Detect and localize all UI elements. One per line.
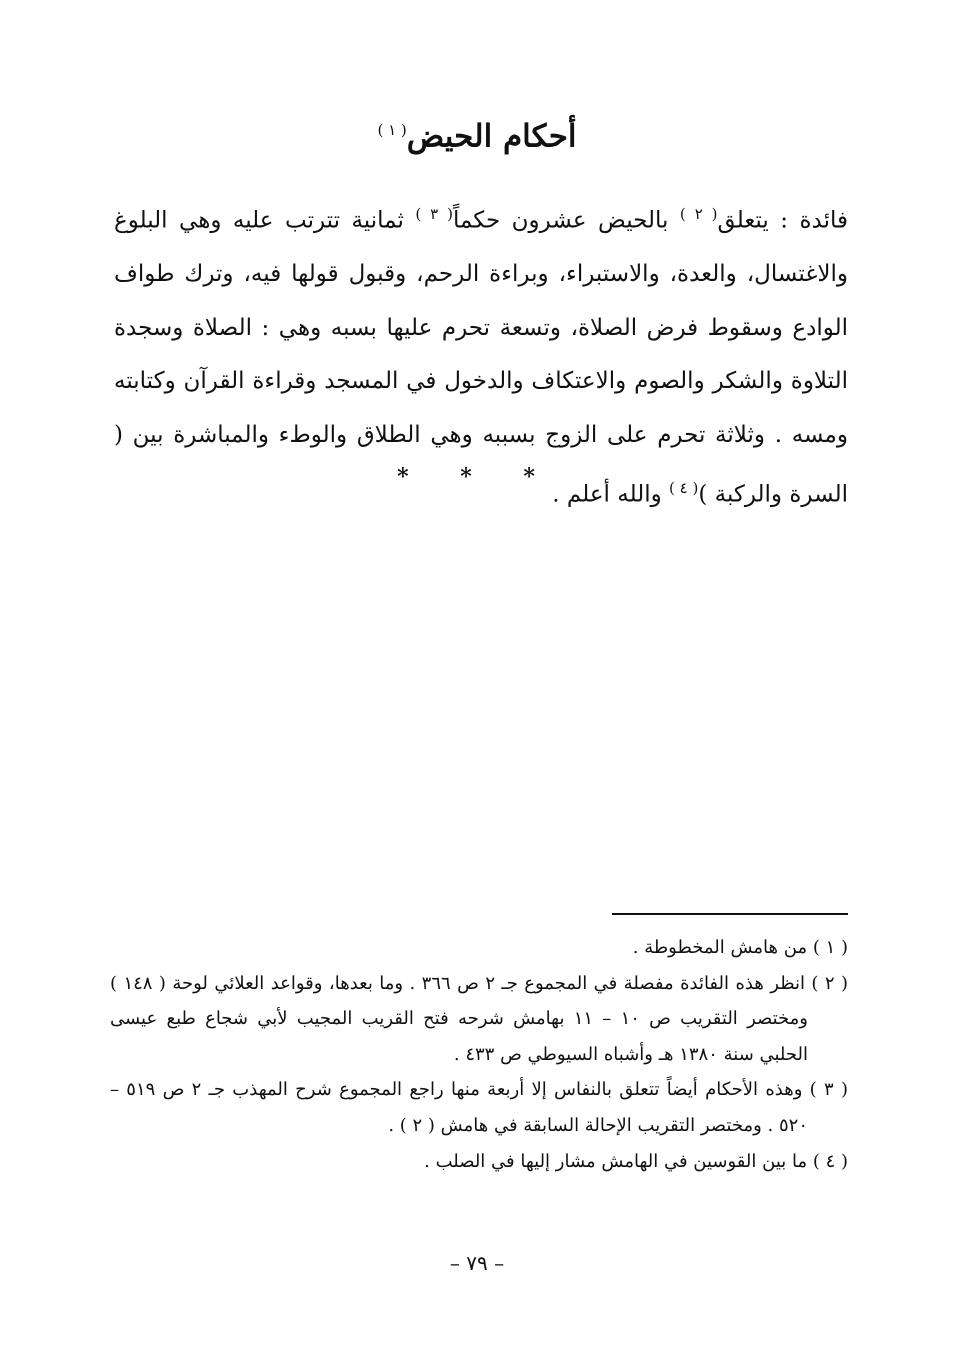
footnote-divider xyxy=(612,913,848,915)
footnote-ref-3: ( ٣ ) xyxy=(415,205,453,223)
chapter-title xyxy=(0,108,954,158)
chapter-title-text: أحكام الحيض xyxy=(406,118,577,155)
footnote-3: ( ٣ ) وهذه الأحكام أيضاً تتعلق بالنفاس إلا أربعة منها راجع المجموع شرح المهذب جـ ٢ ص ٥١٩ – ٥٢٠ . ومختصر التقريب الإحالة السابقة في هامش ( ٢ ) . xyxy=(110,1079,848,1136)
footnote-ref-4: ( ٤ ) xyxy=(669,479,699,498)
body-text-part-2: بالحيض عشرون حكماً xyxy=(452,207,680,234)
page-number: – ٧٩ – xyxy=(449,1251,505,1275)
section-separator: * * * xyxy=(397,464,557,490)
footnote-ref-1: ( ١ ) xyxy=(377,121,407,139)
body-text-part-3: ثمانية تترتب عليه وهي البلوغ والاغتسال، والعدة، والاستبراء، وبراءة الرحم، وقبول قولها فيه، وترك طواف الوادع وسقوط فرض الصلاة، وتسعة تحرم عليها بسبه وهي : الصلاة وسجدة التلاوة والشكر والصوم والاعتكاف والدخول في المسجد وقراءة القرآن وكتابته ومسه . وثلاثة تحرم على الزوج بسببه وهي الطلاق والوطء والمباشرة بين ( السرة والركبة ) xyxy=(114,207,848,508)
body-text-part-4: والله أعلم . xyxy=(552,481,670,508)
footnote-2: ( ٢ ) انظر هذه الفائدة مفصلة في المجموع جـ ٢ ص ٣٦٦ . وما بعدها، وقواعد العلائي لوحة ( ١٤٨ ) ومختصر التقريب ص ١٠ – ١١ بهامش شرحه فتح القريب المجيب لأبي شجاع طبع عيسى الحلبي سنة ١٣٨٠ هـ وأشباه السيوطي ص ٤٣٣ . xyxy=(110,972,848,1065)
footnote-ref-2: ( ٢ ) xyxy=(679,205,718,223)
body-text-part-1: فائدة : يتعلق xyxy=(717,207,848,234)
footnotes xyxy=(110,930,848,1179)
footnote-1: ( ١ ) من هامش المخطوطة . xyxy=(632,937,848,958)
footnote-4: ( ٤ ) ما بين القوسين في الهامش مشار إليها في الصلب . xyxy=(424,1150,848,1172)
